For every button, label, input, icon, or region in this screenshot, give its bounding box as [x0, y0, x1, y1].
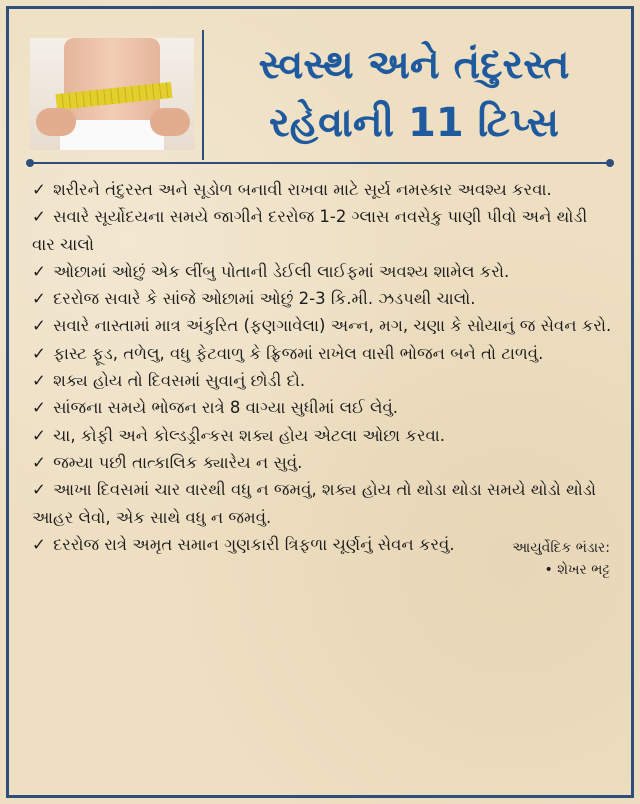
tip-text: દરરોજ રાત્રે અમૃત સમાન ગુણકારી ત્રિફળા ચૂર્ણનું સેવન કરવું. — [53, 534, 455, 554]
check-icon: ✓ — [32, 371, 46, 391]
right-hand — [150, 108, 190, 136]
tip-text: ફાસ્ટ ફૂડ, તળેલુ, વધુ ફેટવાળુ કે ફ્રિજમાં રાખેલ વાસી ભોજન બને તો ટાળવું. — [53, 343, 544, 363]
tip-text: શક્ય હોય તો દિવસમાં સુવાનું છોડી દો. — [53, 371, 306, 391]
check-icon: ✓ — [32, 452, 46, 472]
tips-list — [32, 176, 612, 558]
tip-item — [32, 312, 612, 339]
check-icon: ✓ — [32, 180, 46, 199]
waist-measuring-tape-image — [30, 38, 194, 150]
check-icon: ✓ — [32, 398, 46, 418]
tip-item — [32, 422, 612, 449]
tip-item — [32, 203, 612, 258]
divider — [30, 162, 610, 164]
left-hand — [36, 108, 76, 136]
check-icon: ✓ — [32, 261, 46, 281]
check-icon: ✓ — [32, 343, 46, 363]
title-line-2: રહેવાની 11 ટિપ્સ — [269, 100, 559, 146]
check-icon: ✓ — [32, 425, 46, 445]
credit — [512, 537, 610, 581]
tip-text: શરીરને તંદુરસ્ત અને સૂડોળ બનાવી રાખવા માટે સૂર્ય નમસ્કાર અવશ્ય કરવા. — [53, 180, 552, 199]
tip-item — [32, 394, 612, 421]
tip-item — [32, 449, 612, 476]
tip-item — [32, 258, 612, 285]
tip-text: સવારે સૂર્યોદયના સમયે જાગીને દરરોજ 1-2 ગ્લાસ નવસેકુ પાણી પીવો અને થોડી વાર ચાલો — [32, 207, 588, 254]
title-line-1: સ્વસ્થ અને તંદુરસ્ત — [258, 42, 570, 88]
credit-line-1: આયુર્વેદિક ભંડાર: — [512, 540, 610, 556]
tip-item — [32, 285, 612, 312]
tip-item — [32, 476, 612, 531]
credit-line-2: • શેખર ભટ્ટ — [544, 562, 610, 578]
tip-text: ચા, કોફી અને કોલ્ડડ્રીન્કસ શક્ય હોય એટલા ઓછા કરવા. — [53, 425, 446, 445]
tip-text: દરરોજ સવારે કે સાંજે ઓછામાં ઓછું 2-3 કિ.મી. ઝડપથી ચાલો. — [53, 289, 476, 309]
check-icon: ✓ — [32, 207, 46, 227]
check-icon: ✓ — [32, 534, 46, 554]
tip-text: જમ્યા પછી તાત્કાલિક ક્યારેય ન સુવું. — [53, 452, 303, 472]
poster-title — [202, 30, 624, 160]
tip-text: સવારે નાસ્તામાં માત્ર અંકુરિત (ફણગાવેલા) અન્ન, મગ, ચણા કે સોયાનું જ સેવન કરો. — [53, 316, 612, 336]
tip-text: ઓછામાં ઓછું એક લીંબુ પોતાની ડેઈલી લાઈફમાં અવશ્ય શામેલ કરો. — [53, 261, 510, 281]
tip-text: સાંજના સમયે ભોજન રાત્રે 8 વાગ્યા સુધીમાં લઈ લેવું. — [53, 398, 399, 418]
check-icon: ✓ — [32, 316, 46, 336]
tip-item — [32, 340, 612, 367]
tip-item — [32, 176, 612, 203]
tip-text: આખા દિવસમાં ચાર વારથી વધુ ન જમવું, શક્ય હોય તો થોડા થોડા સમયે થોડો થોડો આહર લેવો, એક સાથે વધુ ન જમવું. — [32, 480, 596, 527]
check-icon: ✓ — [32, 480, 46, 500]
check-icon: ✓ — [32, 289, 46, 309]
tip-item — [32, 367, 612, 394]
header — [30, 30, 620, 160]
